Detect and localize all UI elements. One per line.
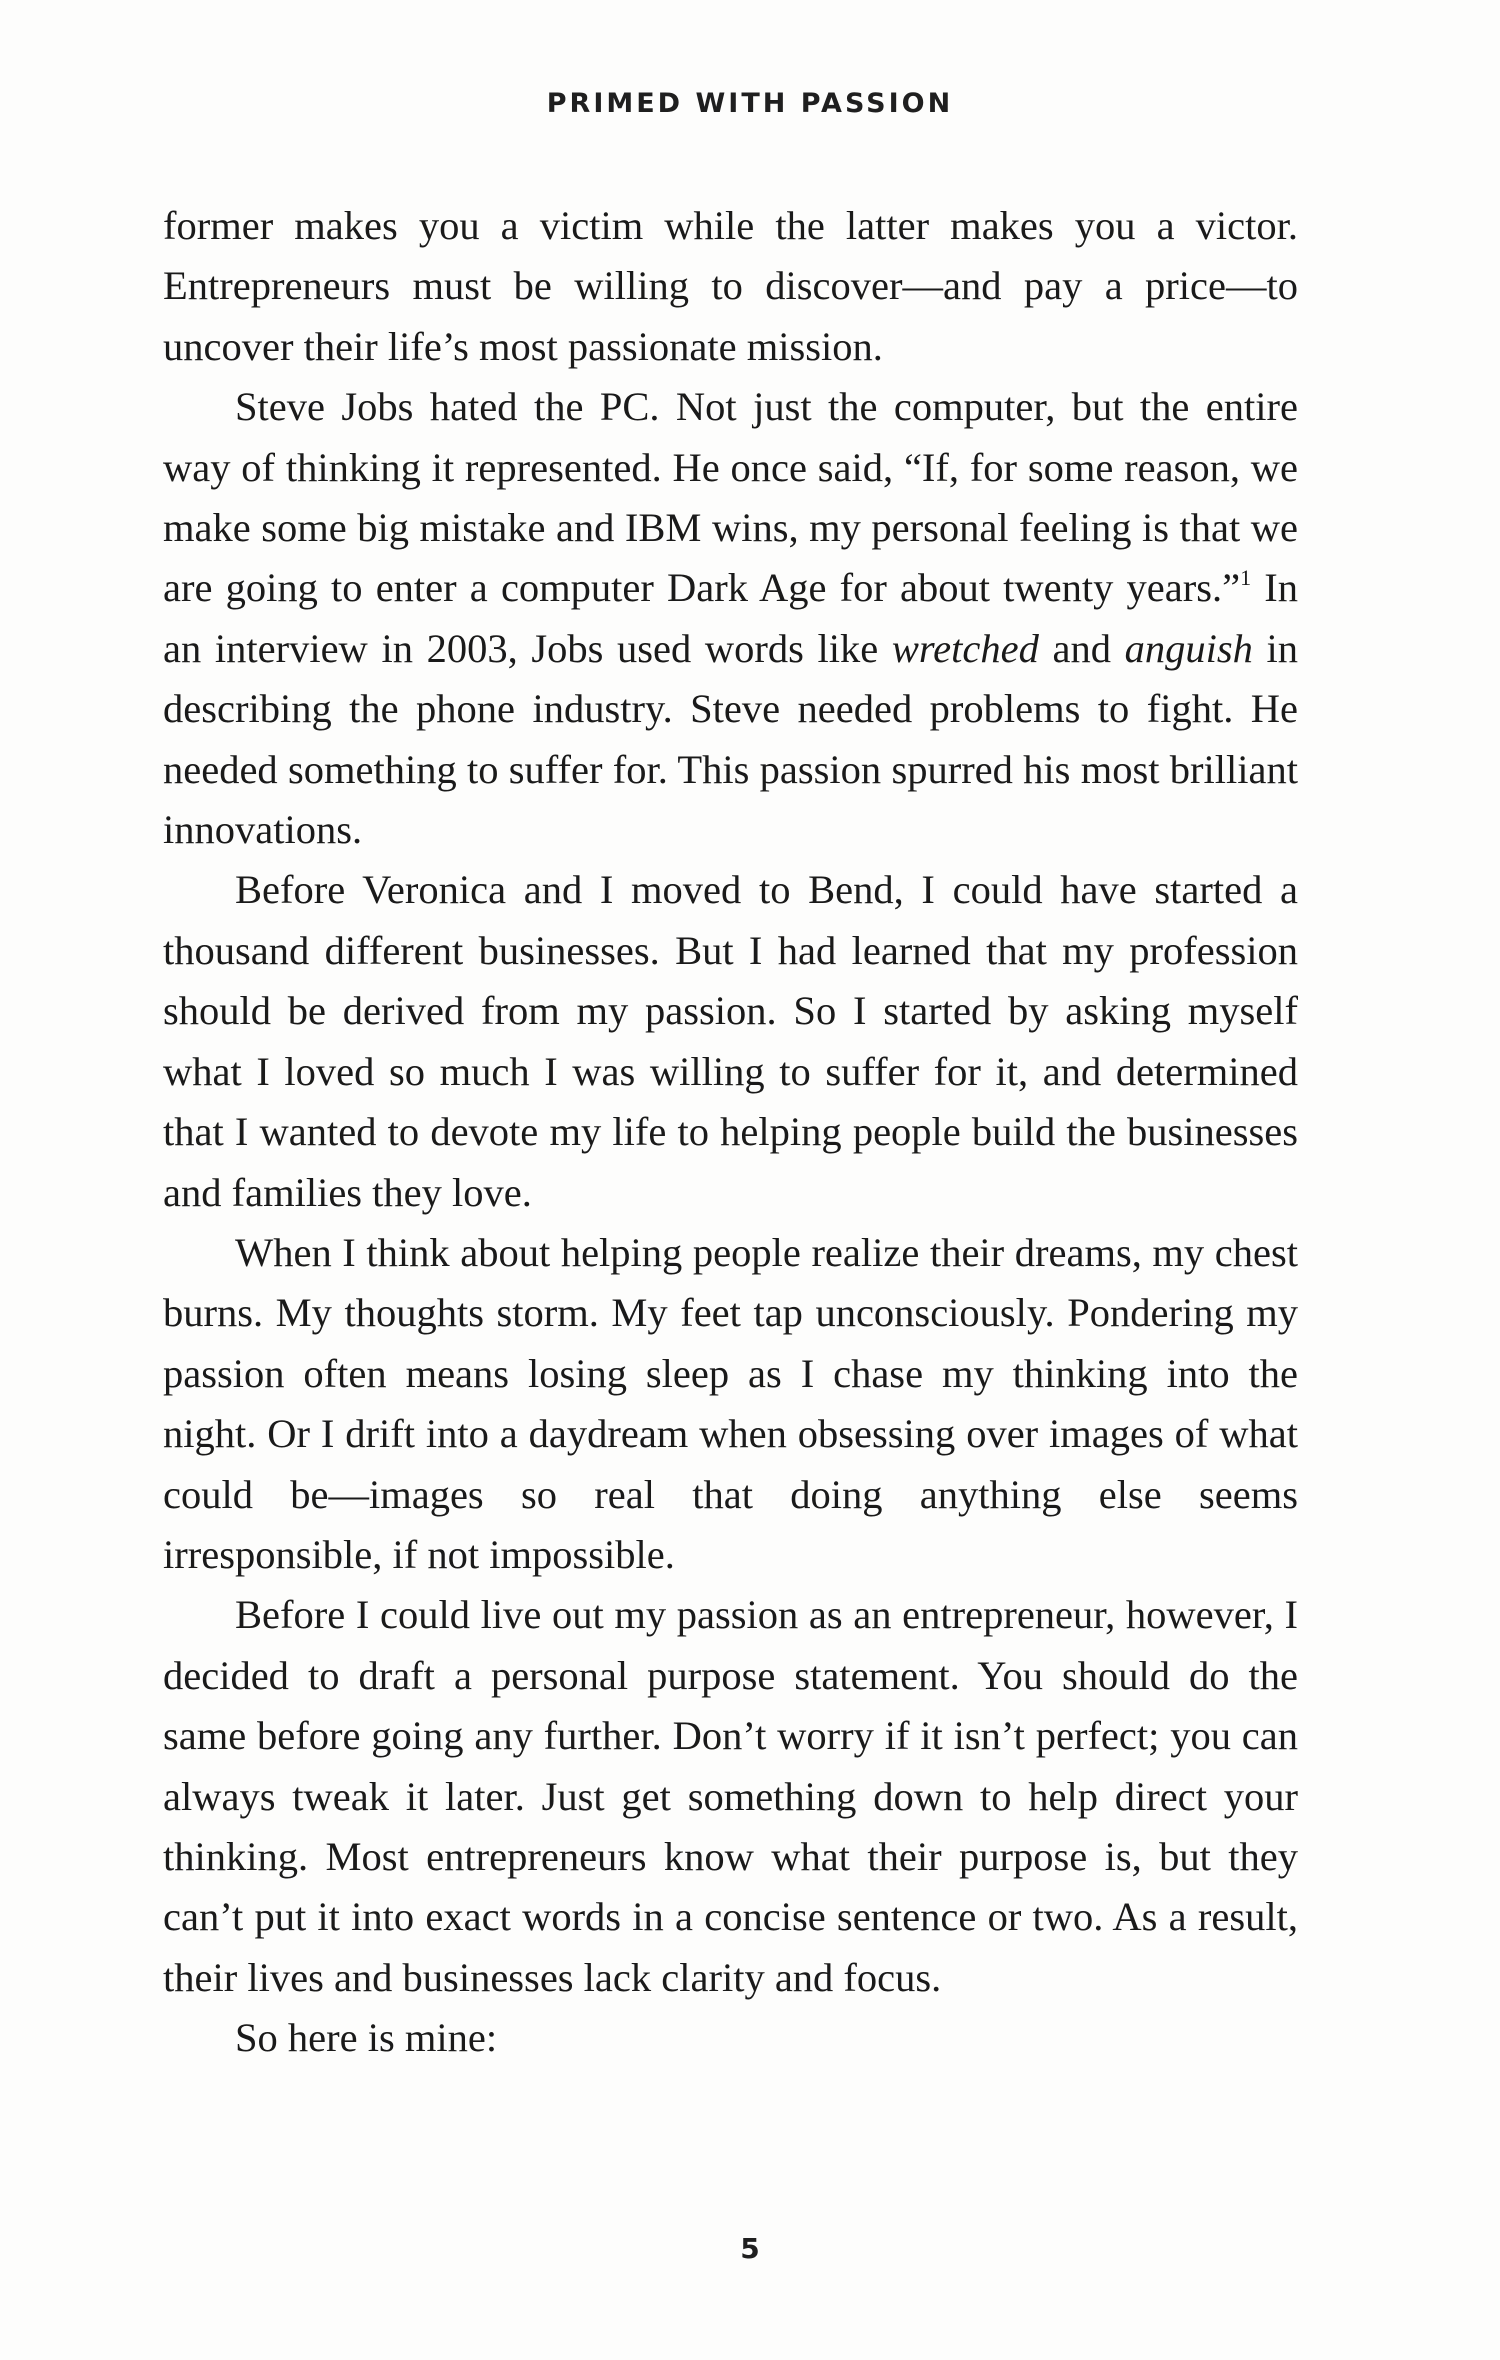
paragraph-4: When I think about helping people realize their dreams, my chest burns. My thoughts storm. My feet tap unconsciously. Pondering my passion often means losing sleep as I chase my thinking into the night. Or I drift into a daydream when obsessing over images of what could be—images so real that doing anything else seems irresponsible, if not impossible. — [163, 1229, 1298, 1577]
paragraph-3: Before Veronica and I moved to Bend, I could have started a thousand different businesses. But I had learned that my profession should be derived from my passion. So I started by asking myself what I loved so much I was willing to suffer for it, and determined that I wanted to devote my life to helping people build the businesses and families they love. — [163, 867, 1298, 1215]
paragraph-5: Before I could live out my passion as an entrepreneur, however, I decided to draft a personal purpose statement. You should do the same before going any further. Don’t worry if it isn’t perfect; you can always tweak it later. Just get something down to help direct your thinking. Most entrepreneurs know what their purpose is, but they can’t put it into exact words in a concise sentence or two. As a result, their lives and businesses lack clarity and focus. — [163, 1592, 1298, 2000]
page-number: 5 — [740, 2232, 760, 2265]
paragraph-2-text-b: In an interview in 2003, Jobs used words like — [163, 565, 1298, 671]
paragraph-1: former makes you a victim while the latter makes you a victor. Entrepreneurs must be willing to discover—and pay a price—to uncover their life’s most passionate mission. — [163, 203, 1298, 369]
paragraph-6: So here is mine: — [235, 2015, 498, 2061]
body-text — [163, 196, 1298, 2069]
footnote-reference: 1 — [1240, 565, 1252, 591]
italic-word-anguish: anguish — [1124, 625, 1253, 671]
paragraph-2-text-c: and — [1038, 625, 1125, 671]
paragraph-2-text-d: in describing the phone industry. Steve needed problems to fight. He needed something to suffer for. This passion spurred his most brilliant innovations. — [163, 625, 1298, 853]
paragraph-2 — [163, 377, 1298, 860]
italic-word-wretched: wretched — [891, 625, 1039, 671]
running-head: PRIMED WITH PASSION — [546, 88, 954, 119]
paragraph-2-text-a: Steve Jobs hated the PC. Not just the computer, but the entire way of thinking it represented. He once said, “If, for some reason, we make some big mistake and IBM wins, my personal feeling is that we are going to enter a computer Dark Age for about twenty years.” — [163, 384, 1298, 611]
